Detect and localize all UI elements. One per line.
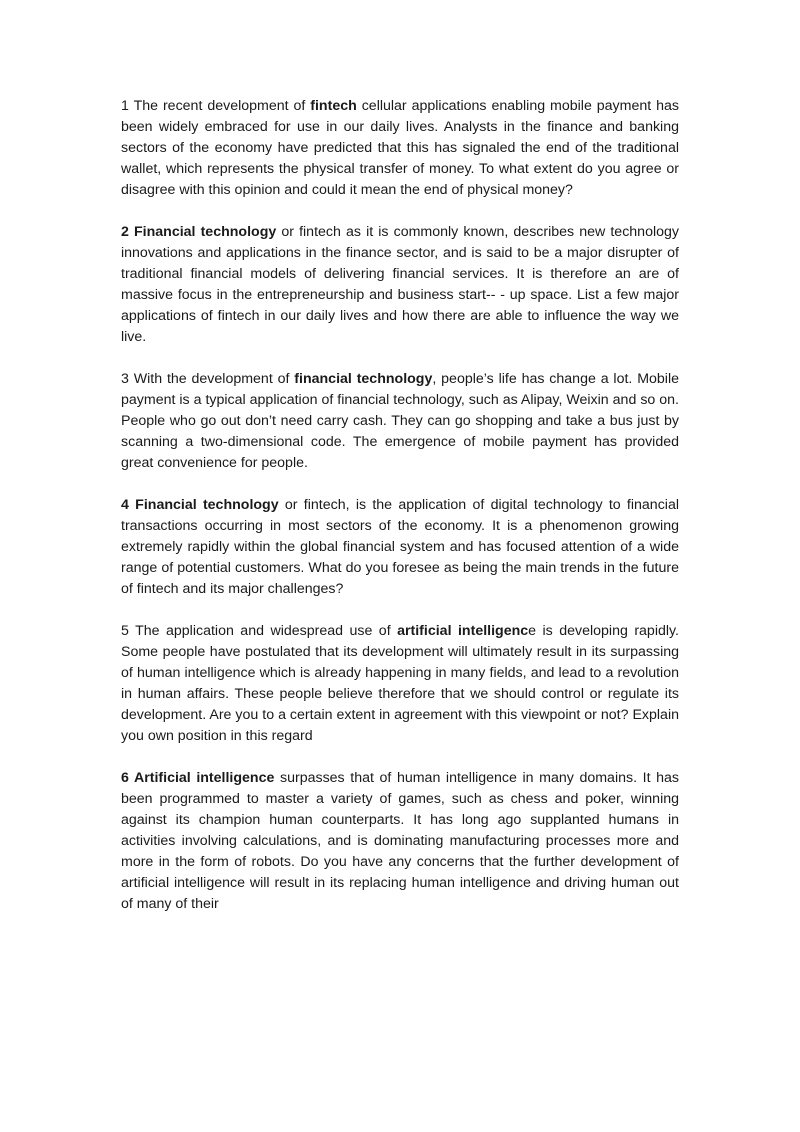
paragraph-4-bold: 4 Financial technology (121, 497, 279, 513)
paragraph-1-pre: 1 The recent development of (121, 98, 311, 114)
paragraph-1-post: cellular applications enabling mobile payment has been widely embraced for use in our daily lives. Analysts in the finance and banking sectors of the economy have predicted that this has signaled the end of the traditional wallet, which represents the physical transfer of money. To what extent do you agree or disagree with this opinion and could it mean the end of physical money? (121, 98, 679, 198)
paragraph-5-pre: 5 The application and widespread use of (121, 623, 398, 639)
paragraph-4 (121, 495, 679, 600)
paragraph-3-pre: 3 With the development of (121, 371, 295, 387)
paragraph-6 (121, 768, 679, 915)
paragraph-3-post: , people’s life has change a lot. Mobile payment is a typical application of financial technology, such as Alipay, Weixin and so on. People who go out don’t need carry cash. They can go shopping and take a bus just by scanning a two-dimensional code. The emergence of mobile payment has provided great convenience for people. (121, 371, 679, 471)
paragraph-1-bold: fintech (310, 98, 357, 114)
paragraph-4-post: or fintech, is the application of digital technology to financial transactions occurring in most sectors of the economy. It is a phenomenon growing extremely rapidly within the global financial system and has focused attention of a wide range of potential customers. What do you foresee as being the main trends in the future of fintech and its major challenges? (121, 497, 679, 597)
paragraph-5 (121, 621, 679, 747)
paragraph-2-post: or fintech as it is commonly known, describes new technology innovations and applications in the finance sector, and is said to be a major disrupter of traditional financial models of delivering financial services. It is therefore an are of massive focus in the entrepreneurship and business start-- - up space. List a few major applications of fintech in our daily lives and how there are able to influence the way we live. (121, 224, 679, 345)
paragraph-6-post: surpasses that of human intelligence in many domains. It has been programmed to master a variety of games, such as chess and poker, winning against its champion human counterparts. It has long ago supplanted humans in activities involving calculations, and is dominating manufacturing processes more and more in the form of robots. Do you have any concerns that the further development of artificial intelligence will result in its replacing human intelligence and driving human out of many of their (121, 770, 679, 912)
document-page (121, 96, 679, 936)
paragraph-5-post: e is developing rapidly. Some people have postulated that its development will ultimately result in its surpassing of human intelligence which is already happening in many fields, and lead to a revolution in human affairs. These people believe therefore that we should control or regulate its development. Are you to a certain extent in agreement with this viewpoint or not? Explain you own position in this regard (121, 623, 679, 744)
paragraph-1 (121, 96, 679, 201)
paragraph-2 (121, 222, 679, 348)
paragraph-6-bold: 6 Artificial intelligence (121, 770, 275, 786)
paragraph-2-bold: 2 Financial technology (121, 224, 277, 240)
paragraph-5-bold: artificial intelligenc (397, 623, 529, 639)
paragraph-3-bold: financial technology (294, 371, 433, 387)
paragraph-3 (121, 369, 679, 474)
